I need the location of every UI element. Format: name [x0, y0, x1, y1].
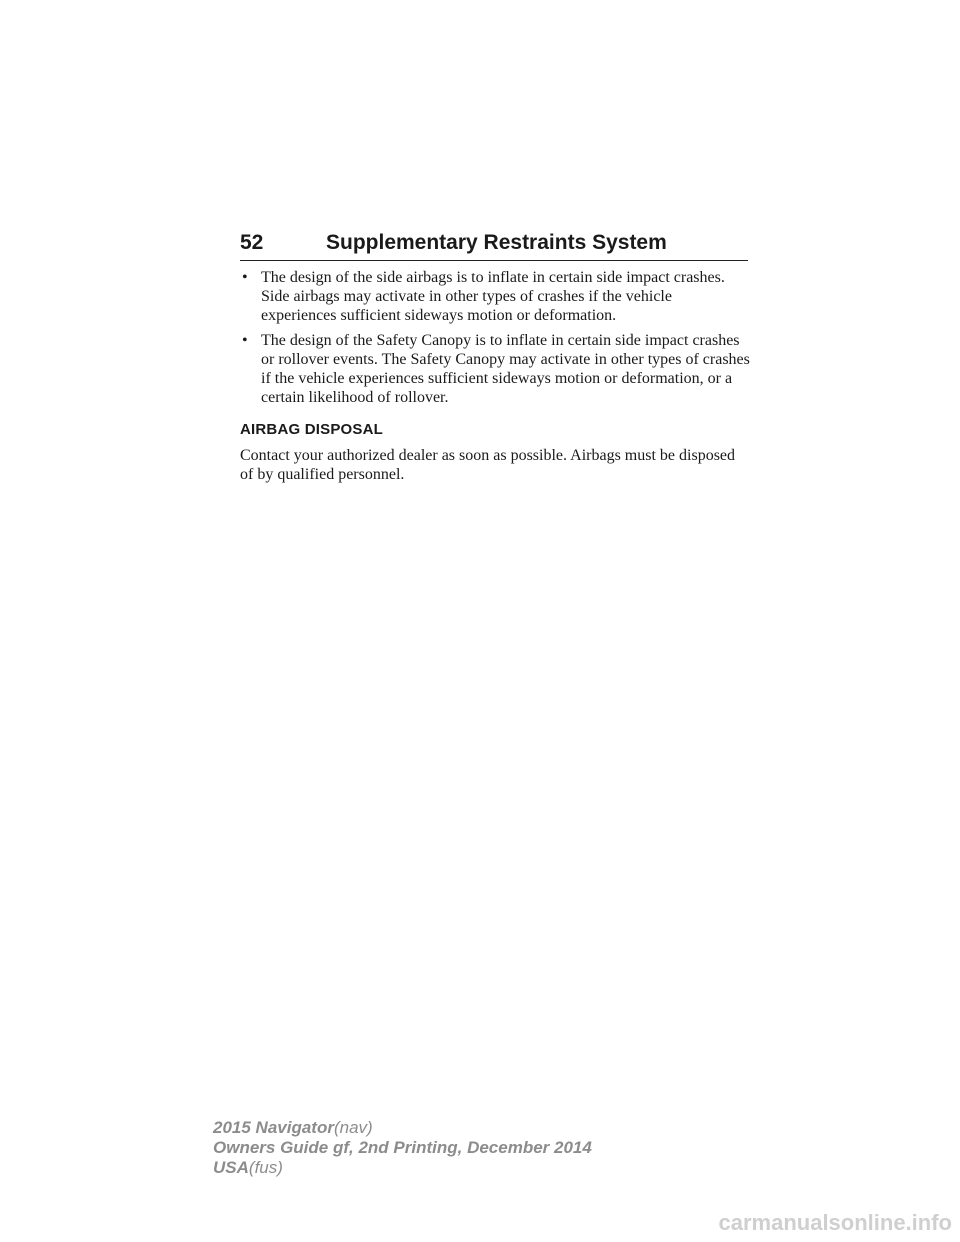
page-number: 52	[240, 231, 264, 254]
document-footer	[213, 1118, 592, 1178]
bullet-text: The design of the Safety Canopy is to inflate in certain side impact crashes or rollover events. The Safety Canopy may activate in other types of crashes if the vehicle experiences sufficient sideways motion or deformation, or a certain likelihood of rollover.	[261, 332, 750, 406]
footer-model-code: (nav)	[333, 1118, 373, 1137]
chapter-title: Supplementary Restraints System	[326, 231, 667, 254]
page-content	[240, 268, 750, 484]
page-header	[240, 228, 748, 261]
bullet-text: The design of the side airbags is to inflate in certain side impact crashes. Side airbags may activate in other types of crashes if the vehicle experiences sufficient sideways motion or deformation.	[261, 269, 725, 324]
body-paragraph: Contact your authorized dealer as soon as possible. Airbags must be disposed of by qualified personnel.	[240, 447, 736, 483]
footer-printing: Owners Guide gf, 2nd Printing, December 2014	[213, 1138, 592, 1157]
bullet-icon: •	[242, 269, 248, 286]
bullet-item	[240, 331, 750, 407]
bullet-icon: •	[242, 332, 248, 349]
footer-market-code: (fus)	[248, 1158, 283, 1177]
bullet-item	[240, 268, 750, 325]
footer-market: USA	[213, 1158, 249, 1177]
footer-line-model	[213, 1118, 592, 1138]
footer-line-printing	[213, 1138, 592, 1158]
section-heading: AIRBAG DISPOSAL	[240, 421, 384, 438]
footer-model: 2015 Navigator	[213, 1118, 334, 1137]
footer-line-market	[213, 1158, 592, 1178]
watermark: carmanualsonline.info	[718, 1210, 952, 1235]
